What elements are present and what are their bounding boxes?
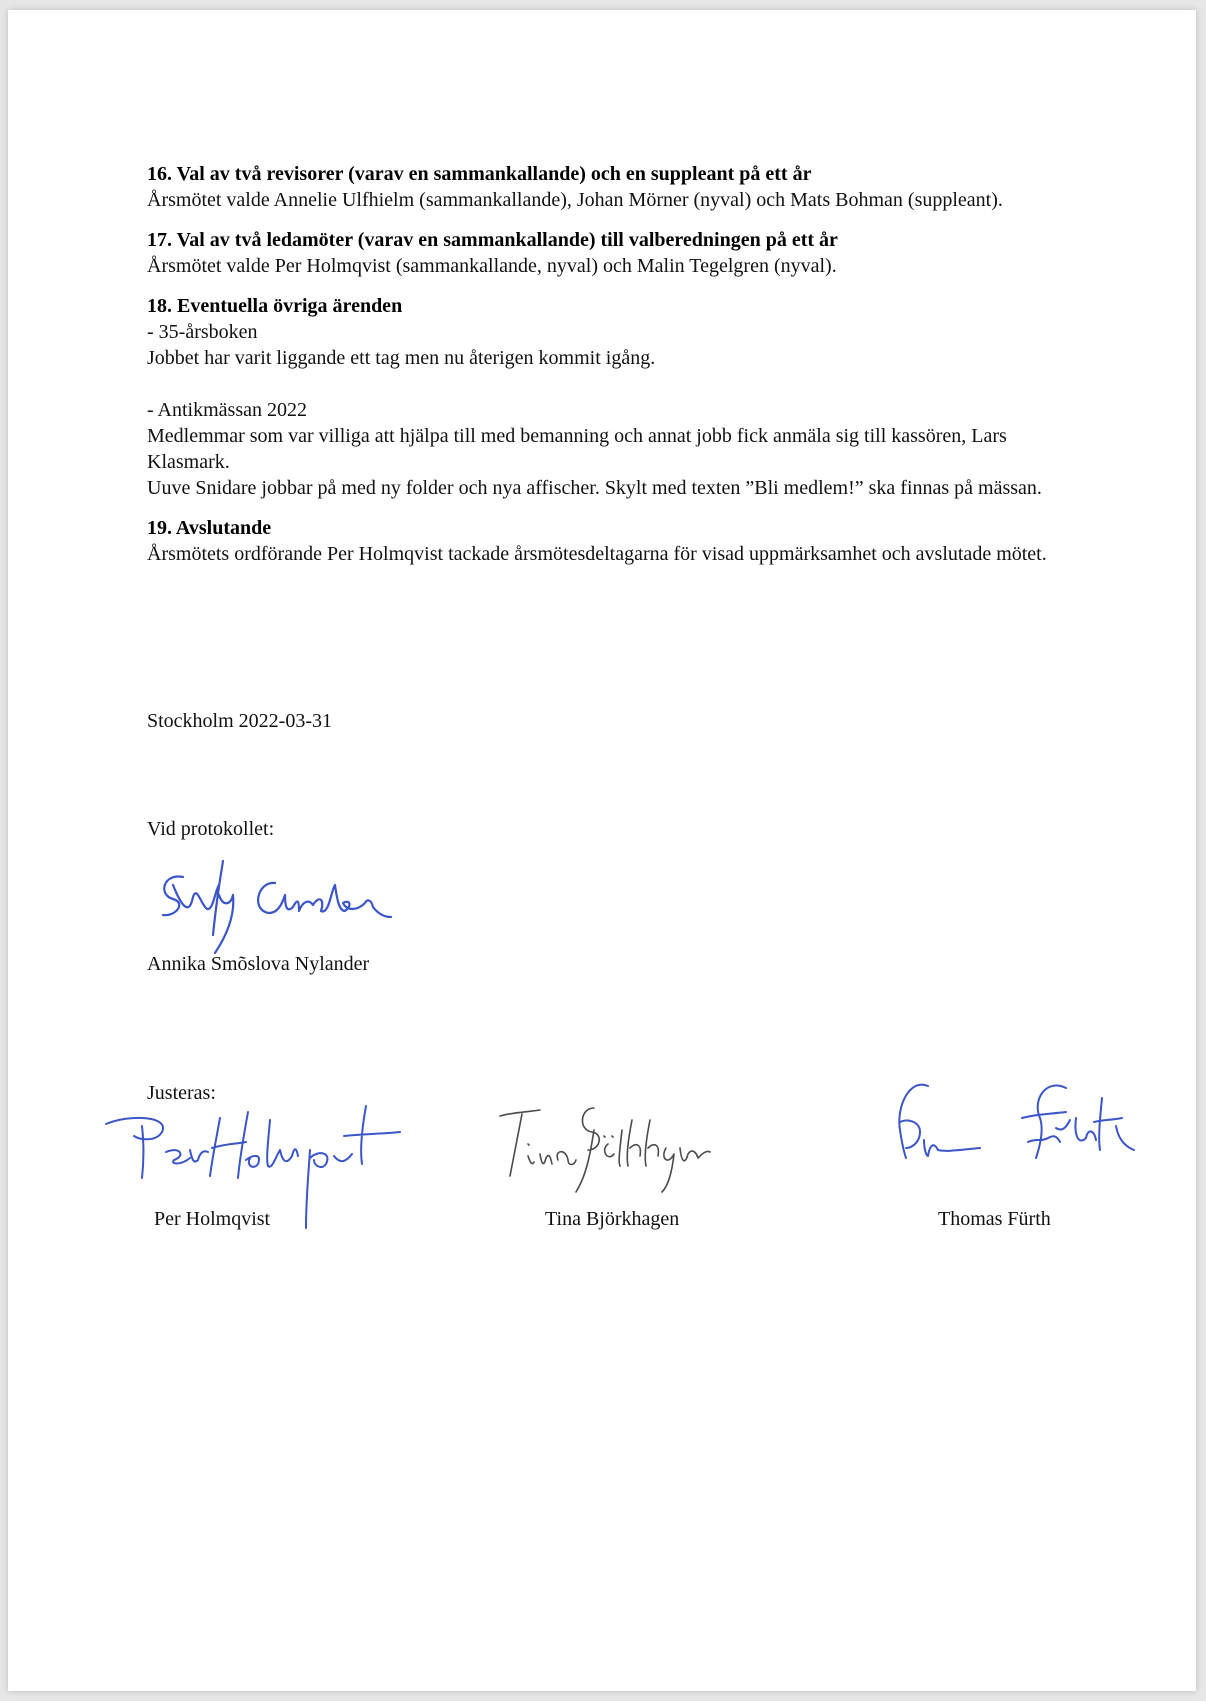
minutes-body — [147, 161, 1077, 581]
agenda-section — [147, 515, 1077, 567]
section-text: Jobbet har varit liggande ett tag men nu återigen kommit igång. — [147, 347, 656, 369]
protocol-label: Vid protokollet: — [147, 818, 275, 840]
adjuster-name-3: Thomas Fürth — [938, 1208, 1051, 1230]
secretary-signature — [153, 855, 423, 965]
section-text: Årsmötet valde Annelie Ulfhielm (sammankallande), Johan Mörner (nyval) och Mats Bohman (suppleant). — [147, 189, 1003, 211]
section-heading: 17. Val av två ledamöter (varav en sammankallande) till valberedningen på ett år — [147, 229, 838, 251]
document-page — [8, 10, 1196, 1691]
blank-line — [147, 371, 1077, 397]
adjuster-name-2: Tina Björkhagen — [545, 1208, 680, 1230]
secretary-name: Annika Smõslova Nylander — [147, 953, 370, 975]
adjuster-signature-3 — [890, 1078, 1150, 1188]
section-heading: 16. Val av två revisorer (varav en sammankallande) och en suppleant på ett år — [147, 163, 812, 185]
agenda-section — [147, 293, 1077, 501]
section-text: Årsmötet valde Per Holmqvist (sammankallande, nyval) och Malin Tegelgren (nyval). — [147, 255, 837, 277]
section-text: Medlemmar som var villiga att hjälpa till med bemanning och annat jobb fick anmäla sig till kassören, Lars Klasmark. — [147, 425, 1007, 473]
agenda-section — [147, 227, 1077, 279]
adjuster-signature-2 — [496, 1100, 726, 1200]
adjuster-name-1: Per Holmqvist — [154, 1208, 271, 1230]
section-heading: 18. Eventuella övriga ärenden — [147, 295, 403, 317]
section-text: Årsmötets ordförande Per Holmqvist tackade årsmötesdeltagarna för visad uppmärksamhet och avslutade mötet. — [147, 543, 1047, 565]
agenda-section — [147, 161, 1077, 213]
section-text: Uuve Snidare jobbar på med ny folder och nya affischer. Skylt med texten ”Bli medlem!” ska finnas på mässan. — [147, 477, 1042, 499]
section-text: - 35-årsboken — [147, 321, 258, 343]
section-text: - Antikmässan 2022 — [147, 399, 307, 421]
place-date: Stockholm 2022-03-31 — [147, 710, 332, 732]
adjust-label: Justeras: — [147, 1082, 216, 1104]
section-heading: 19. Avslutande — [147, 517, 272, 539]
